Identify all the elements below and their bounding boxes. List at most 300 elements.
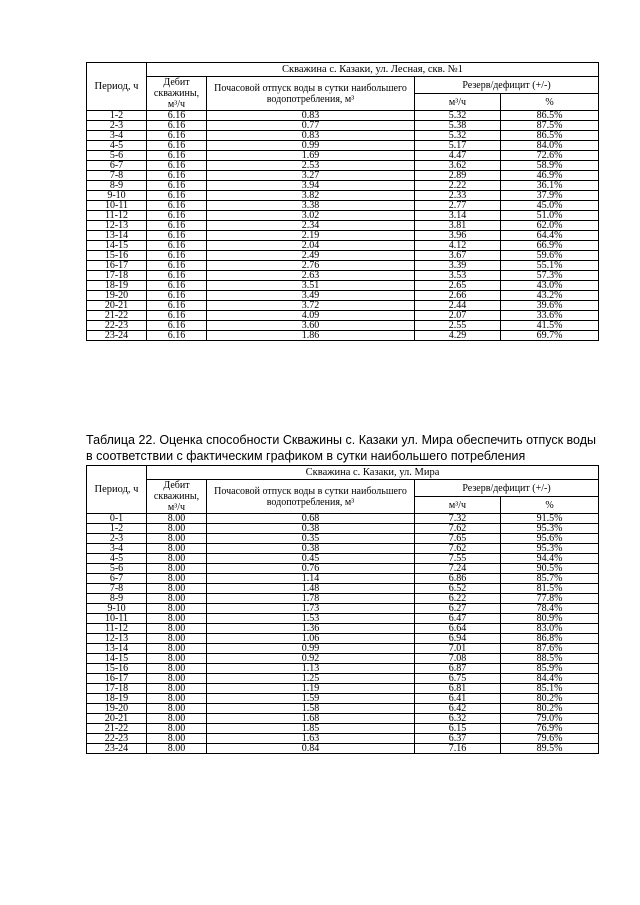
debit-cell: 8.00 [147, 704, 207, 714]
supply-cell: 2.19 [207, 231, 415, 241]
table-row [87, 131, 599, 141]
period-cell: 8-9 [87, 594, 147, 604]
debit-cell: 6.16 [147, 191, 207, 201]
table-row [87, 744, 599, 754]
supply-cell: 1.73 [207, 604, 415, 614]
table-row [87, 684, 599, 694]
debit-cell: 6.16 [147, 181, 207, 191]
debit-cell: 6.16 [147, 121, 207, 131]
period-cell: 5-6 [87, 564, 147, 574]
reserve-pct-cell: 72.6% [501, 151, 599, 161]
debit-cell: 8.00 [147, 554, 207, 564]
debit-cell: 6.16 [147, 141, 207, 151]
reserve-pct-cell: 43.2% [501, 291, 599, 301]
reserve-pct-cell: 87.5% [501, 121, 599, 131]
table-row [87, 191, 599, 201]
supply-cell: 1.36 [207, 624, 415, 634]
supply-cell: 3.51 [207, 281, 415, 291]
table-row [87, 554, 599, 564]
period-cell: 22-23 [87, 321, 147, 331]
reserve-m3-cell: 5.38 [415, 121, 501, 131]
reserve-pct-cell: 41.5% [501, 321, 599, 331]
supply-cell: 1.63 [207, 734, 415, 744]
debit-cell: 8.00 [147, 664, 207, 674]
debit-cell: 6.16 [147, 151, 207, 161]
period-cell: 5-6 [87, 151, 147, 161]
reserve-m3-cell: 3.39 [415, 261, 501, 271]
reserve-pct-cell: 83.0% [501, 624, 599, 634]
period-cell: 18-19 [87, 281, 147, 291]
reserve-header: Резерв/дефицит (+/-) [415, 480, 599, 497]
table-row [87, 534, 599, 544]
debit-cell: 6.16 [147, 241, 207, 251]
table-row [87, 734, 599, 744]
reserve-m3-cell: 7.16 [415, 744, 501, 754]
debit-cell: 8.00 [147, 734, 207, 744]
supply-cell: 0.45 [207, 554, 415, 564]
table-row [87, 644, 599, 654]
reserve-pct-cell: 84.0% [501, 141, 599, 151]
period-cell: 23-24 [87, 744, 147, 754]
reserve-pct-cell: 85.9% [501, 664, 599, 674]
reserve-pct-cell: 85.7% [501, 574, 599, 584]
period-cell: 22-23 [87, 734, 147, 744]
debit-cell: 8.00 [147, 684, 207, 694]
period-cell: 17-18 [87, 684, 147, 694]
debit-cell: 6.16 [147, 231, 207, 241]
reserve-m3-header: м³/ч [415, 497, 501, 514]
reserve-m3-cell: 7.32 [415, 514, 501, 524]
supply-cell: 3.02 [207, 211, 415, 221]
table-row [87, 301, 599, 311]
debit-cell: 8.00 [147, 524, 207, 534]
supply-header: Почасовой отпуск воды в сутки наибольшего водопотребления, м³ [207, 77, 415, 111]
supply-cell: 0.68 [207, 514, 415, 524]
period-cell: 13-14 [87, 231, 147, 241]
reserve-m3-cell: 6.75 [415, 674, 501, 684]
debit-cell: 6.16 [147, 171, 207, 181]
reserve-m3-cell: 7.08 [415, 654, 501, 664]
period-cell: 17-18 [87, 271, 147, 281]
debit-cell: 8.00 [147, 594, 207, 604]
table-row [87, 151, 599, 161]
period-header: Период, ч [87, 63, 147, 111]
well-table-mira [86, 465, 599, 754]
debit-cell: 8.00 [147, 534, 207, 544]
reserve-m3-cell: 2.66 [415, 291, 501, 301]
reserve-m3-cell: 5.17 [415, 141, 501, 151]
table-row [87, 544, 599, 554]
reserve-pct-cell: 95.3% [501, 524, 599, 534]
supply-cell: 1.85 [207, 724, 415, 734]
supply-cell: 1.69 [207, 151, 415, 161]
reserve-pct-cell: 58.9% [501, 161, 599, 171]
period-cell: 6-7 [87, 574, 147, 584]
table-row [87, 171, 599, 181]
debit-cell: 6.16 [147, 321, 207, 331]
reserve-m3-cell: 6.52 [415, 584, 501, 594]
period-cell: 18-19 [87, 694, 147, 704]
period-cell: 16-17 [87, 261, 147, 271]
debit-cell: 8.00 [147, 714, 207, 724]
reserve-m3-cell: 6.37 [415, 734, 501, 744]
reserve-pct-cell: 78.4% [501, 604, 599, 614]
reserve-m3-cell: 6.32 [415, 714, 501, 724]
table-row [87, 584, 599, 594]
reserve-pct-cell: 95.6% [501, 534, 599, 544]
table-row [87, 654, 599, 664]
reserve-pct-cell: 64.4% [501, 231, 599, 241]
supply-cell: 3.38 [207, 201, 415, 211]
reserve-pct-cell: 80.2% [501, 694, 599, 704]
period-cell: 6-7 [87, 161, 147, 171]
supply-cell: 2.49 [207, 251, 415, 261]
table-row [87, 321, 599, 331]
reserve-pct-cell: 76.9% [501, 724, 599, 734]
period-cell: 15-16 [87, 664, 147, 674]
supply-cell: 3.72 [207, 301, 415, 311]
reserve-pct-cell: 81.5% [501, 584, 599, 594]
debit-cell: 6.16 [147, 201, 207, 211]
table-row [87, 514, 599, 524]
supply-cell: 2.04 [207, 241, 415, 251]
debit-cell: 6.16 [147, 311, 207, 321]
period-cell: 10-11 [87, 614, 147, 624]
table-row [87, 704, 599, 714]
reserve-m3-cell: 3.67 [415, 251, 501, 261]
table-row [87, 311, 599, 321]
debit-cell: 8.00 [147, 694, 207, 704]
period-cell: 15-16 [87, 251, 147, 261]
table-row [87, 231, 599, 241]
supply-cell: 2.63 [207, 271, 415, 281]
reserve-m3-cell: 6.41 [415, 694, 501, 704]
table-row [87, 714, 599, 724]
period-cell: 12-13 [87, 221, 147, 231]
period-cell: 7-8 [87, 171, 147, 181]
debit-cell: 8.00 [147, 584, 207, 594]
table-row [87, 524, 599, 534]
reserve-m3-cell: 2.22 [415, 181, 501, 191]
reserve-pct-cell: 91.5% [501, 514, 599, 524]
debit-cell: 6.16 [147, 281, 207, 291]
table-row [87, 111, 599, 121]
debit-cell: 8.00 [147, 614, 207, 624]
supply-cell: 3.49 [207, 291, 415, 301]
table-row [87, 291, 599, 301]
period-cell: 20-21 [87, 714, 147, 724]
table-row [87, 674, 599, 684]
period-cell: 12-13 [87, 634, 147, 644]
period-cell: 1-2 [87, 524, 147, 534]
table-row [87, 634, 599, 644]
table-title: Скважина с. Казаки, ул. Мира [147, 466, 599, 480]
reserve-m3-cell: 7.62 [415, 524, 501, 534]
reserve-m3-cell: 2.44 [415, 301, 501, 311]
debit-unit: м³/ч [167, 99, 186, 110]
debit-cell: 8.00 [147, 514, 207, 524]
reserve-m3-cell: 6.86 [415, 574, 501, 584]
reserve-pct-cell: 79.0% [501, 714, 599, 724]
period-cell: 7-8 [87, 584, 147, 594]
table-row [87, 614, 599, 624]
supply-cell: 1.48 [207, 584, 415, 594]
debit-cell: 8.00 [147, 564, 207, 574]
period-cell: 9-10 [87, 604, 147, 614]
period-cell: 14-15 [87, 241, 147, 251]
table-row [87, 694, 599, 704]
reserve-pct-cell: 55.1% [501, 261, 599, 271]
debit-label: Дебит скважины, [153, 77, 200, 99]
supply-cell: 1.86 [207, 331, 415, 341]
supply-cell: 1.59 [207, 694, 415, 704]
reserve-pct-cell: 37.9% [501, 191, 599, 201]
table-row [87, 261, 599, 271]
reserve-m3-cell: 6.42 [415, 704, 501, 714]
reserve-m3-cell: 2.65 [415, 281, 501, 291]
period-cell: 21-22 [87, 311, 147, 321]
supply-cell: 0.99 [207, 644, 415, 654]
reserve-m3-cell: 7.55 [415, 554, 501, 564]
period-header: Период, ч [87, 466, 147, 514]
period-cell: 4-5 [87, 554, 147, 564]
supply-cell: 4.09 [207, 311, 415, 321]
debit-cell: 6.16 [147, 251, 207, 261]
table-row [87, 331, 599, 341]
supply-cell: 0.92 [207, 654, 415, 664]
table-row [87, 564, 599, 574]
reserve-m3-cell: 3.81 [415, 221, 501, 231]
debit-cell: 6.16 [147, 211, 207, 221]
period-cell: 3-4 [87, 544, 147, 554]
reserve-pct-cell: 85.1% [501, 684, 599, 694]
reserve-header: Резерв/дефицит (+/-) [415, 77, 599, 94]
period-cell: 1-2 [87, 111, 147, 121]
reserve-m3-cell: 6.47 [415, 614, 501, 624]
period-cell: 2-3 [87, 534, 147, 544]
reserve-pct-cell: 51.0% [501, 211, 599, 221]
reserve-pct-cell: 33.6% [501, 311, 599, 321]
table-row [87, 594, 599, 604]
debit-cell: 6.16 [147, 221, 207, 231]
supply-cell: 2.34 [207, 221, 415, 231]
supply-cell: 1.53 [207, 614, 415, 624]
period-cell: 20-21 [87, 301, 147, 311]
reserve-m3-cell: 7.24 [415, 564, 501, 574]
reserve-m3-cell: 7.65 [415, 534, 501, 544]
supply-cell: 0.38 [207, 524, 415, 534]
reserve-m3-cell: 5.32 [415, 131, 501, 141]
reserve-pct-header: % [501, 94, 599, 111]
reserve-pct-cell: 57.3% [501, 271, 599, 281]
period-cell: 19-20 [87, 704, 147, 714]
supply-header: Почасовой отпуск воды в сутки наибольшего водопотребления, м³ [207, 480, 415, 514]
reserve-m3-header: м³/ч [415, 94, 501, 111]
reserve-pct-cell: 79.6% [501, 734, 599, 744]
reserve-m3-cell: 3.53 [415, 271, 501, 281]
table-row [87, 221, 599, 231]
period-cell: 0-1 [87, 514, 147, 524]
table-row [87, 664, 599, 674]
debit-cell: 6.16 [147, 291, 207, 301]
reserve-pct-cell: 69.7% [501, 331, 599, 341]
period-cell: 23-24 [87, 331, 147, 341]
reserve-pct-cell: 90.5% [501, 564, 599, 574]
supply-cell: 1.14 [207, 574, 415, 584]
reserve-m3-cell: 6.64 [415, 624, 501, 634]
reserve-pct-cell: 95.3% [501, 544, 599, 554]
supply-cell: 0.77 [207, 121, 415, 131]
table-title: Скважина с. Казаки, ул. Лесная, скв. №1 [147, 63, 599, 77]
table-row [87, 251, 599, 261]
supply-cell: 3.27 [207, 171, 415, 181]
reserve-pct-cell: 62.0% [501, 221, 599, 231]
supply-cell: 3.82 [207, 191, 415, 201]
supply-cell: 1.78 [207, 594, 415, 604]
table-row [87, 281, 599, 291]
table-row [87, 141, 599, 151]
debit-cell: 8.00 [147, 644, 207, 654]
reserve-pct-cell: 84.4% [501, 674, 599, 684]
supply-cell: 0.76 [207, 564, 415, 574]
debit-header [147, 77, 207, 111]
reserve-pct-cell: 45.0% [501, 201, 599, 211]
table-row [87, 201, 599, 211]
supply-cell: 1.13 [207, 664, 415, 674]
reserve-m3-cell: 6.22 [415, 594, 501, 604]
reserve-m3-cell: 2.89 [415, 171, 501, 181]
period-cell: 21-22 [87, 724, 147, 734]
debit-cell: 8.00 [147, 654, 207, 664]
reserve-pct-cell: 80.9% [501, 614, 599, 624]
reserve-m3-cell: 6.94 [415, 634, 501, 644]
supply-cell: 0.83 [207, 111, 415, 121]
period-cell: 10-11 [87, 201, 147, 211]
reserve-pct-cell: 80.2% [501, 704, 599, 714]
table-row [87, 161, 599, 171]
supply-cell: 1.06 [207, 634, 415, 644]
reserve-pct-cell: 46.9% [501, 171, 599, 181]
debit-cell: 6.16 [147, 131, 207, 141]
reserve-m3-cell: 6.87 [415, 664, 501, 674]
period-cell: 11-12 [87, 211, 147, 221]
debit-cell: 6.16 [147, 301, 207, 311]
reserve-pct-cell: 88.5% [501, 654, 599, 664]
reserve-pct-cell: 87.6% [501, 644, 599, 654]
reserve-m3-cell: 2.55 [415, 321, 501, 331]
reserve-m3-cell: 6.15 [415, 724, 501, 734]
reserve-pct-cell: 77.8% [501, 594, 599, 604]
debit-cell: 8.00 [147, 724, 207, 734]
reserve-m3-cell: 6.81 [415, 684, 501, 694]
reserve-pct-cell: 89.5% [501, 744, 599, 754]
reserve-m3-cell: 6.27 [415, 604, 501, 614]
reserve-pct-cell: 66.9% [501, 241, 599, 251]
reserve-pct-header: % [501, 497, 599, 514]
table-row [87, 241, 599, 251]
reserve-pct-cell: 59.6% [501, 251, 599, 261]
reserve-pct-cell: 39.6% [501, 301, 599, 311]
debit-cell: 6.16 [147, 261, 207, 271]
supply-cell: 0.35 [207, 534, 415, 544]
table-row [87, 724, 599, 734]
supply-cell: 3.94 [207, 181, 415, 191]
reserve-m3-cell: 7.01 [415, 644, 501, 654]
table-row [87, 181, 599, 191]
period-cell: 4-5 [87, 141, 147, 151]
table-row [87, 574, 599, 584]
debit-cell: 8.00 [147, 574, 207, 584]
reserve-pct-cell: 94.4% [501, 554, 599, 564]
table-row [87, 271, 599, 281]
debit-cell: 6.16 [147, 111, 207, 121]
table1-body [87, 63, 599, 341]
supply-cell: 0.83 [207, 131, 415, 141]
reserve-m3-cell: 2.77 [415, 201, 501, 211]
reserve-m3-cell: 7.62 [415, 544, 501, 554]
well-table-lesnaya [86, 62, 599, 341]
period-cell: 8-9 [87, 181, 147, 191]
debit-cell: 8.00 [147, 624, 207, 634]
period-cell: 14-15 [87, 654, 147, 664]
debit-cell: 8.00 [147, 674, 207, 684]
reserve-m3-cell: 4.47 [415, 151, 501, 161]
debit-cell: 6.16 [147, 161, 207, 171]
supply-cell: 0.84 [207, 744, 415, 754]
table-row [87, 121, 599, 131]
supply-cell: 1.19 [207, 684, 415, 694]
debit-unit: м³/ч [167, 502, 186, 513]
reserve-m3-cell: 5.32 [415, 111, 501, 121]
period-cell: 13-14 [87, 644, 147, 654]
debit-cell: 8.00 [147, 604, 207, 614]
reserve-m3-cell: 3.14 [415, 211, 501, 221]
supply-cell: 2.76 [207, 261, 415, 271]
period-cell: 9-10 [87, 191, 147, 201]
supply-cell: 0.38 [207, 544, 415, 554]
supply-cell: 1.25 [207, 674, 415, 684]
table-row [87, 624, 599, 634]
table-caption: Таблица 22. Оценка способности Скважины с. Казаки ул. Мира обеспечить отпуск воды в соответствии с фактическим графиком в сутки наибольшего потребления [86, 433, 597, 463]
reserve-pct-cell: 86.5% [501, 111, 599, 121]
debit-cell: 8.00 [147, 744, 207, 754]
debit-cell: 8.00 [147, 544, 207, 554]
reserve-m3-cell: 2.07 [415, 311, 501, 321]
supply-cell: 1.68 [207, 714, 415, 724]
period-cell: 19-20 [87, 291, 147, 301]
debit-cell: 8.00 [147, 634, 207, 644]
reserve-pct-cell: 36.1% [501, 181, 599, 191]
table-row [87, 211, 599, 221]
supply-cell: 0.99 [207, 141, 415, 151]
supply-cell: 1.58 [207, 704, 415, 714]
reserve-pct-cell: 86.5% [501, 131, 599, 141]
supply-cell: 3.60 [207, 321, 415, 331]
table-row [87, 604, 599, 614]
period-cell: 16-17 [87, 674, 147, 684]
reserve-m3-cell: 2.33 [415, 191, 501, 201]
debit-cell: 6.16 [147, 331, 207, 341]
reserve-m3-cell: 4.29 [415, 331, 501, 341]
debit-header [147, 480, 207, 514]
reserve-pct-cell: 86.8% [501, 634, 599, 644]
reserve-m3-cell: 3.96 [415, 231, 501, 241]
period-cell: 11-12 [87, 624, 147, 634]
supply-cell: 2.53 [207, 161, 415, 171]
reserve-m3-cell: 4.12 [415, 241, 501, 251]
debit-cell: 6.16 [147, 271, 207, 281]
period-cell: 2-3 [87, 121, 147, 131]
